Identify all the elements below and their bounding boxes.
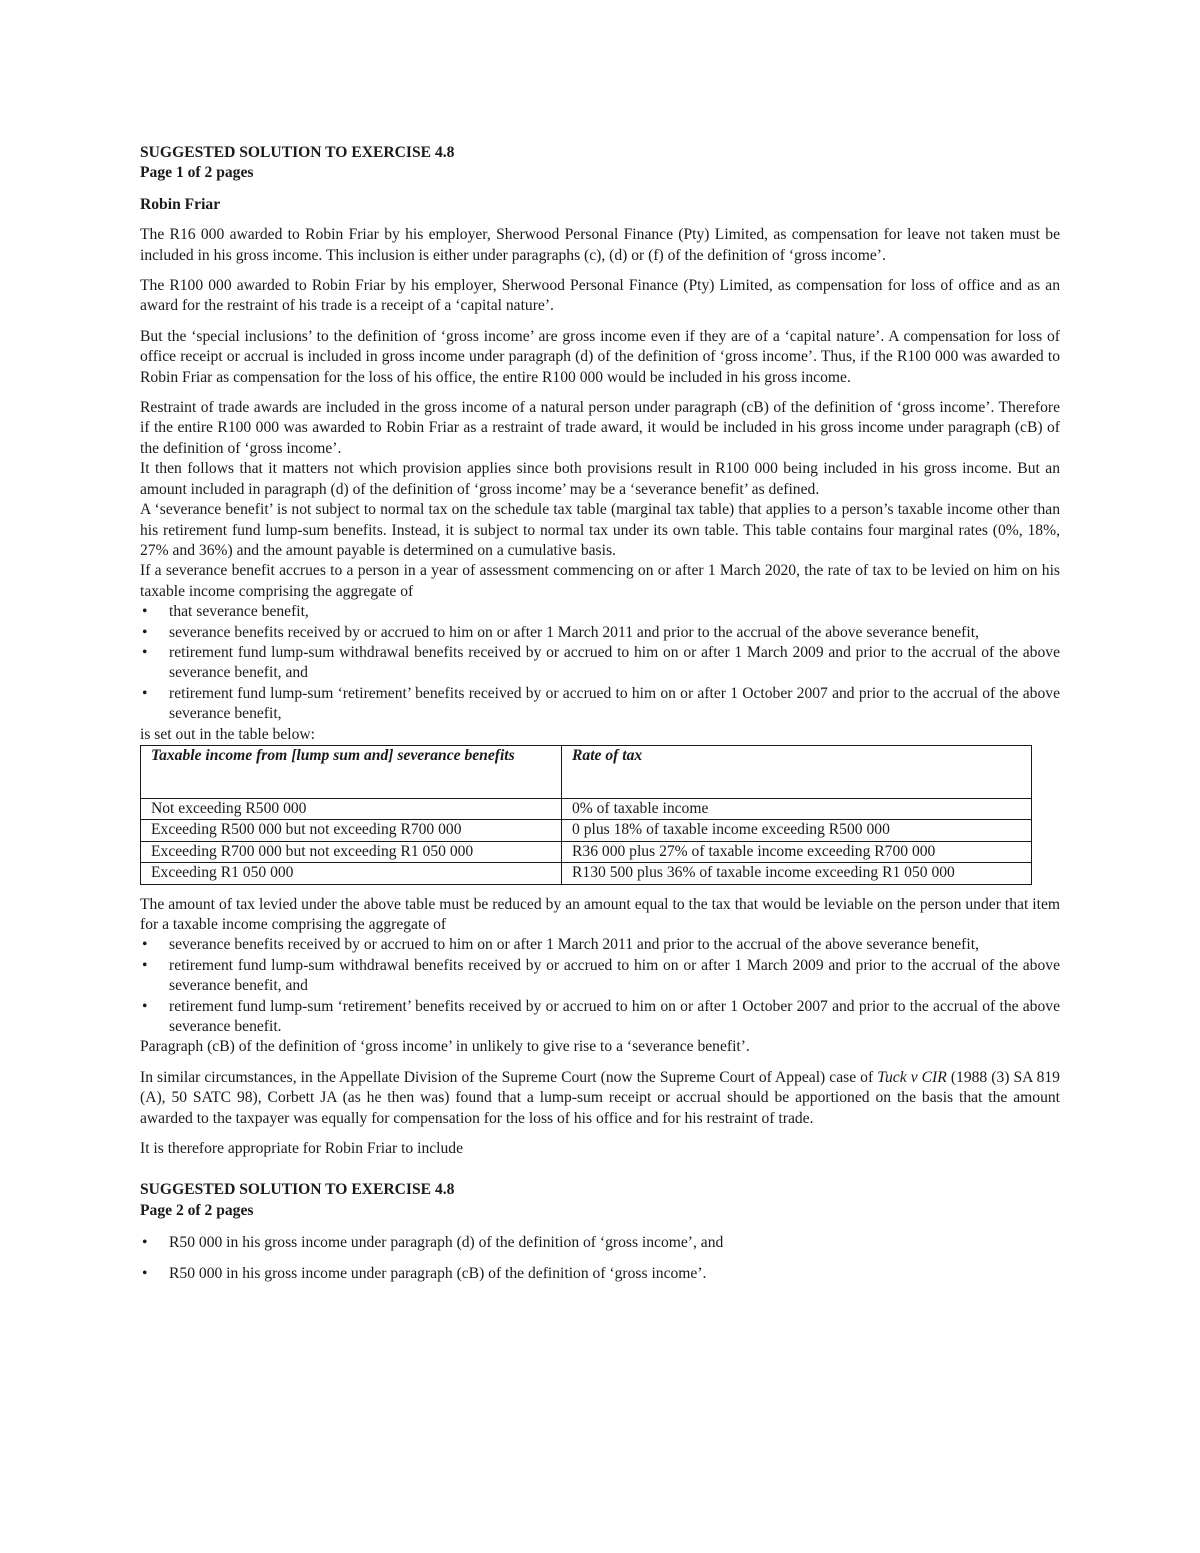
inclusion-list [140, 1233, 1060, 1284]
section-title: Robin Friar [140, 195, 221, 213]
page-header-2 [140, 1180, 1060, 1221]
list-item: • retirement fund lump-sum withdrawal benefits received by or accrued to him on or after 1 March 2009 and prior to the accrual of the above severance benefit, and [140, 643, 1060, 684]
table-header-rate-of-tax: Rate of tax [562, 745, 1032, 798]
tuck-case-text-a: In similar circumstances, in the Appellate Division of the Supreme Court (now the Supreme Court of Appeal) case of [140, 1068, 878, 1086]
list-item: • severance benefits received by or accrued to him on or after 1 March 2011 and prior to the accrual of the above severance benefit, [140, 623, 1060, 643]
reduction-list [140, 935, 1060, 1037]
paragraph-tax-reduction: The amount of tax levied under the above table must be reduced by an amount equal to the tax that would be leviable on the person under that item for a taxable income comprising the aggregate of [140, 895, 1060, 933]
paragraph-capital-nature: The R100 000 awarded to Robin Friar by his employer, Sherwood Personal Finance (Pty) Limited, as compensation for loss of office and as an award for the restraint of his trade is a receipt of a ‘capital nature’. [140, 277, 1060, 315]
table-cell-income: Not exceeding R500 000 [141, 798, 562, 819]
table-cell-rate: R36 000 plus 27% of taxable income exceeding R700 000 [562, 841, 1032, 862]
list-item: • R50 000 in his gross income under paragraph (d) of the definition of ‘gross income’, and [140, 1233, 1060, 1253]
table-row [141, 820, 1032, 841]
list-item: • R50 000 in his gross income under paragraph (cB) of the definition of ‘gross income’. [140, 1264, 1060, 1284]
paragraph-leave-pay: The R16 000 awarded to Robin Friar by his employer, Sherwood Personal Finance (Pty) Limited, as compensation for leave not taken must be included in his gross income. This inclusion is either under paragraphs (c), (d) or (f) of the definition of ‘gross income’. [140, 226, 1060, 264]
header-title: SUGGESTED SOLUTION TO EXERCISE 4.8 [140, 144, 455, 161]
paragraph-severance-benefit: A ‘severance benefit’ is not subject to normal tax on the schedule tax table (marginal tax table) that applies to a person’s taxable income other than his retirement fund lump-sum benefits. Instead, it is subject to normal tax under its own table. This table contains four marginal rates (0%, 18%, 27% and 36%) and the amount payable is determined on a cumulative basis. [140, 501, 1060, 559]
table-header-taxable-income: Taxable income from [lump sum and] severance benefits [141, 745, 562, 798]
document-page [140, 143, 1060, 1284]
table-header-row [141, 745, 1032, 798]
tuck-case-text-b: (1988 (3) SA 819 (A), 50 SATC 98), Corbett JA (as he then was) found that a lump-sum receipt or accrual should be apportioned on the basis that the amount awarded to the taxpayer was equally for compensation for the loss of his office and for his restraint of trade. [140, 1068, 1060, 1127]
table-row [141, 798, 1032, 819]
header-title: SUGGESTED SOLUTION TO EXERCISE 4.8 [140, 1181, 455, 1199]
header-page-number: Page 1 of 2 pages [140, 164, 254, 182]
list-item: • retirement fund lump-sum ‘retirement’ benefits received by or accrued to him on or after 1 October 2007 and prior to the accrual of the above severance benefit, [140, 684, 1060, 725]
paragraph-provision: It then follows that it matters not which provision applies since both provisions result in R100 000 being included in his gross income. But an amount included in paragraph (d) of the definition of ‘gross income’ may be a ‘severance benefit’ as defined. [140, 460, 1060, 498]
list-item: • that severance benefit, [140, 602, 1060, 622]
paragraph-tuck-case [140, 1068, 1060, 1129]
paragraph-rate-of-tax: If a severance benefit accrues to a person in a year of assessment commencing on or after 1 March 2020, the rate of tax to be levied on him on his taxable income comprising the aggregate of [140, 562, 1060, 600]
aggregate-list [140, 602, 1060, 724]
header-page-number: Page 2 of 2 pages [140, 1201, 254, 1219]
table-cell-rate: 0% of taxable income [562, 798, 1032, 819]
table-cell-rate: R130 500 plus 36% of taxable income exceeding R1 050 000 [562, 863, 1032, 884]
table-row [141, 863, 1032, 884]
paragraph-conclusion: It is therefore appropriate for Robin Friar to include [140, 1140, 464, 1158]
table-cell-rate: 0 plus 18% of taxable income exceeding R500 000 [562, 820, 1032, 841]
table-row [141, 841, 1032, 862]
case-name: Tuck v CIR [877, 1068, 947, 1086]
list-item: • retirement fund lump-sum withdrawal benefits received by or accrued to him on or after 1 March 2009 and prior to the accrual of the above severance benefit, and [140, 956, 1060, 997]
paragraph-special-inclusions: But the ‘special inclusions’ to the definition of ‘gross income’ are gross income even if they are of a ‘capital nature’. A compensation for loss of office receipt or accrual is included in gross income under paragraph (d) of the definition of ‘gross income’. Thus, if the R100 000 was awarded to Robin Friar as compensation for the loss of his office, the entire R100 000 would be included in his gross income. [140, 327, 1060, 386]
table-cell-income: Exceeding R500 000 but not exceeding R700 000 [141, 820, 562, 841]
table-intro: is set out in the table below: [140, 725, 315, 743]
page-header [140, 143, 1060, 184]
list-item: • severance benefits received by or accrued to him on or after 1 March 2011 and prior to the accrual of the above severance benefit, [140, 935, 1060, 955]
paragraph-restraint-of-trade: Restraint of trade awards are included in the gross income of a natural person under paragraph (cB) of the definition of ‘gross income’. Therefore if the entire R100 000 was awarded to Robin Friar as a restraint of trade award, it would be included in his gross income under paragraph (cB) of the definition of ‘gross income’. [140, 399, 1060, 457]
table-cell-income: Exceeding R700 000 but not exceeding R1 050 000 [141, 841, 562, 862]
paragraph-cb-note: Paragraph (cB) of the definition of ‘gross income’ in unlikely to give rise to a ‘severance benefit’. [140, 1038, 750, 1056]
table-cell-income: Exceeding R1 050 000 [141, 863, 562, 884]
severance-tax-table [140, 745, 1032, 885]
list-item: • retirement fund lump-sum ‘retirement’ benefits received by or accrued to him on or after 1 October 2007 and prior to the accrual of the above severance benefit. [140, 997, 1060, 1038]
